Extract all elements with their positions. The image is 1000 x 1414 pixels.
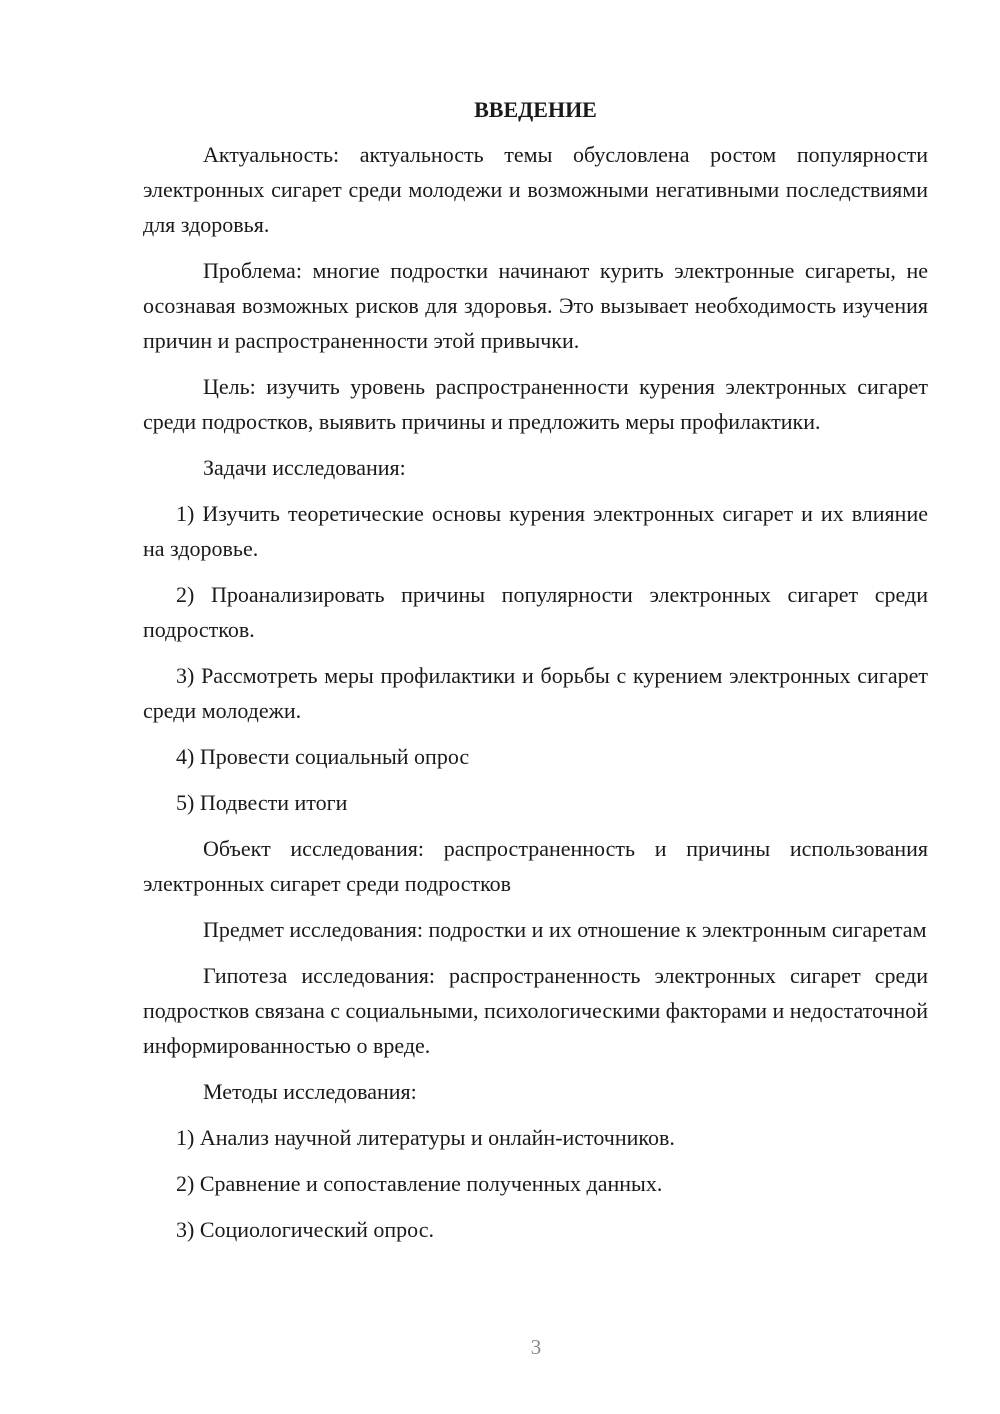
object-paragraph: Объект исследования: распространенность и причины использования электронных сигарет среди подростков [143,836,928,896]
document-page [143,92,928,1258]
goal-paragraph: Цель: изучить уровень распространенности курения электронных сигарет среди подростков, выявить причины и предложить меры профилактики. [143,374,928,434]
task-item: 2) Проанализировать причины популярности электронных сигарет среди подростков. [143,582,928,642]
method-item: 1) Анализ научной литературы и онлайн-источников. [176,1125,675,1150]
task-item: 4) Провести социальный опрос [176,744,470,769]
page-title: ВВЕДЕНИЕ [474,97,597,122]
relevance-paragraph: Актуальность: актуальность темы обусловлена ростом популярности электронных сигарет среди молодежи и возможными негативными последствиями для здоровья. [143,142,928,237]
problem-paragraph: Проблема: многие подростки начинают курить электронные сигареты, не осознавая возможных рисков для здоровья. Это вызывает необходимость изучения причин и распространенности этой привычки. [143,258,928,353]
task-item: 5) Подвести итоги [176,790,348,815]
page-number: 3 [530,1335,542,1359]
method-item: 2) Сравнение и сопоставление полученных данных. [176,1171,663,1196]
task-item: 3) Рассмотреть меры профилактики и борьбы с курением электронных сигарет среди молодежи. [143,663,928,723]
hypothesis-paragraph: Гипотеза исследования: распространенность электронных сигарет среди подростков связана с социальными, психологическими факторами и недостаточной информированностью о вреде. [143,963,928,1058]
task-item: 1) Изучить теоретические основы курения электронных сигарет и их влияние на здоровье. [143,501,928,561]
subject-paragraph: Предмет исследования: подростки и их отношение к электронным сигаретам [203,917,927,942]
tasks-heading: Задачи исследования: [203,455,406,480]
method-item: 3) Социологический опрос. [176,1217,434,1242]
methods-heading: Методы исследования: [203,1079,417,1104]
